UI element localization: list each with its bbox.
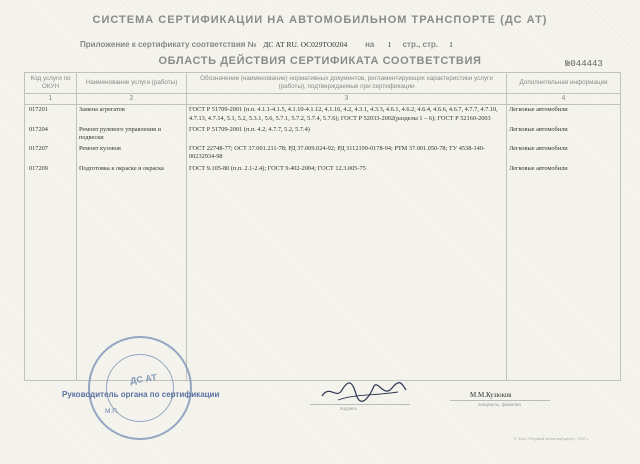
serial-number: №044443 <box>565 59 603 69</box>
column-number: 1 <box>25 93 77 105</box>
signature-line <box>310 404 410 405</box>
table-row <box>25 144 621 163</box>
service-code: 017204 <box>25 125 77 144</box>
signatory-name: М.М.Кузюков <box>470 391 512 399</box>
column-number: 3 <box>187 93 507 105</box>
printer-footer: © ЗАО «Первый печатный двор», 2007 г. <box>514 436 590 441</box>
table-row <box>25 105 621 125</box>
service-documents: ГОСТ 9.105-80 (п.п. 2.1-2.4); ГОСТ 9.402-2004; ГОСТ 12.3.005-75 <box>187 164 507 175</box>
service-name: Замена агрегатов <box>77 105 187 125</box>
name-caption: инициалы, фамилия <box>478 402 521 407</box>
service-info: Легковые автомобили <box>507 105 621 125</box>
table-row <box>25 164 621 175</box>
service-name: Подготовка к окраске и окраска <box>77 164 187 175</box>
name-line <box>450 400 550 401</box>
header-info: Дополнительная информация <box>507 73 621 94</box>
stamp-text: ДС АТ <box>129 372 158 386</box>
service-documents: ГОСТ 22748-77; ОСТ 37.001.211-78; РД 37.009.024-92; РД 3112199-0178-94; РТМ 37.001.050-78; ТУ 4538-140-00232934-98 <box>187 144 507 163</box>
certificate-number: ДС АТ RU. ОС029ТО0204 <box>263 40 348 49</box>
pages-label: стр., стр. <box>402 40 438 49</box>
service-name: Ремонт кузовов <box>77 144 187 163</box>
service-code: 017209 <box>25 164 77 175</box>
page-number: 1 <box>449 40 453 49</box>
service-info: Легковые автомобили <box>507 144 621 163</box>
header-service: Наименование услуги (работы) <box>77 73 187 94</box>
scope-table <box>24 72 621 381</box>
head-of-body-label: Руководитель органа по сертификации <box>62 390 220 399</box>
area-title: ОБЛАСТЬ ДЕЙСТВИЯ СЕРТИФИКАТА СООТВЕТСТВИЯ <box>158 55 482 67</box>
header-code: Код услуги по ОКУН <box>25 73 77 94</box>
system-title: СИСТЕМА СЕРТИФИКАЦИИ НА АВТОМОБИЛЬНОМ ТРАНСПОРТЕ (ДС АТ) <box>92 14 548 26</box>
column-number: 4 <box>507 93 621 105</box>
service-documents: ГОСТ Р 51709-2001 (п.п. 4.1.1-4.1.5, 4.1.10-4.1.12, 4.1.16, 4.2, 4.3.1, 4.3.3, 4.6.1, 4.6.2, 4.6.4, 4.6.6, 4.6.7, 4.7.7, 4.7.10, 4.7.13, 4.7.14, 5.1, 5.2, 5.3.1, 5.6, 5.7.1, 5.7.2, 5.7.4, 5.7.6); ГОСТ Р 52033-2002(разделы 1 – 6); ГОСТ Р 52160-2003 <box>187 105 507 125</box>
service-info: Легковые автомобили <box>507 125 621 144</box>
seal-place-label: М.П. <box>105 408 119 415</box>
certification-stamp <box>88 336 192 440</box>
page-label: на <box>365 40 375 49</box>
table-row <box>25 125 621 144</box>
service-code: 017201 <box>25 105 77 125</box>
page-count: 1 <box>387 40 392 49</box>
service-info: Легковые автомобили <box>507 164 621 175</box>
service-code: 017207 <box>25 144 77 163</box>
column-number: 2 <box>77 93 187 105</box>
service-name: Ремонт рулевого управления и подвески <box>77 125 187 144</box>
service-documents: ГОСТ Р 51709-2001 (п.п. 4.2, 4.7.7, 5.2, 5.7.4) <box>187 125 507 144</box>
header-documents: Обозначение (наименование) нормативных документов, регламентирующих характеристики услуги (работы), подтверждаемые при сертификации <box>187 73 507 94</box>
annex-line <box>80 40 620 49</box>
signature-caption: подпись <box>340 406 358 411</box>
annex-label: Приложение к сертификату соответствия № <box>80 40 257 49</box>
